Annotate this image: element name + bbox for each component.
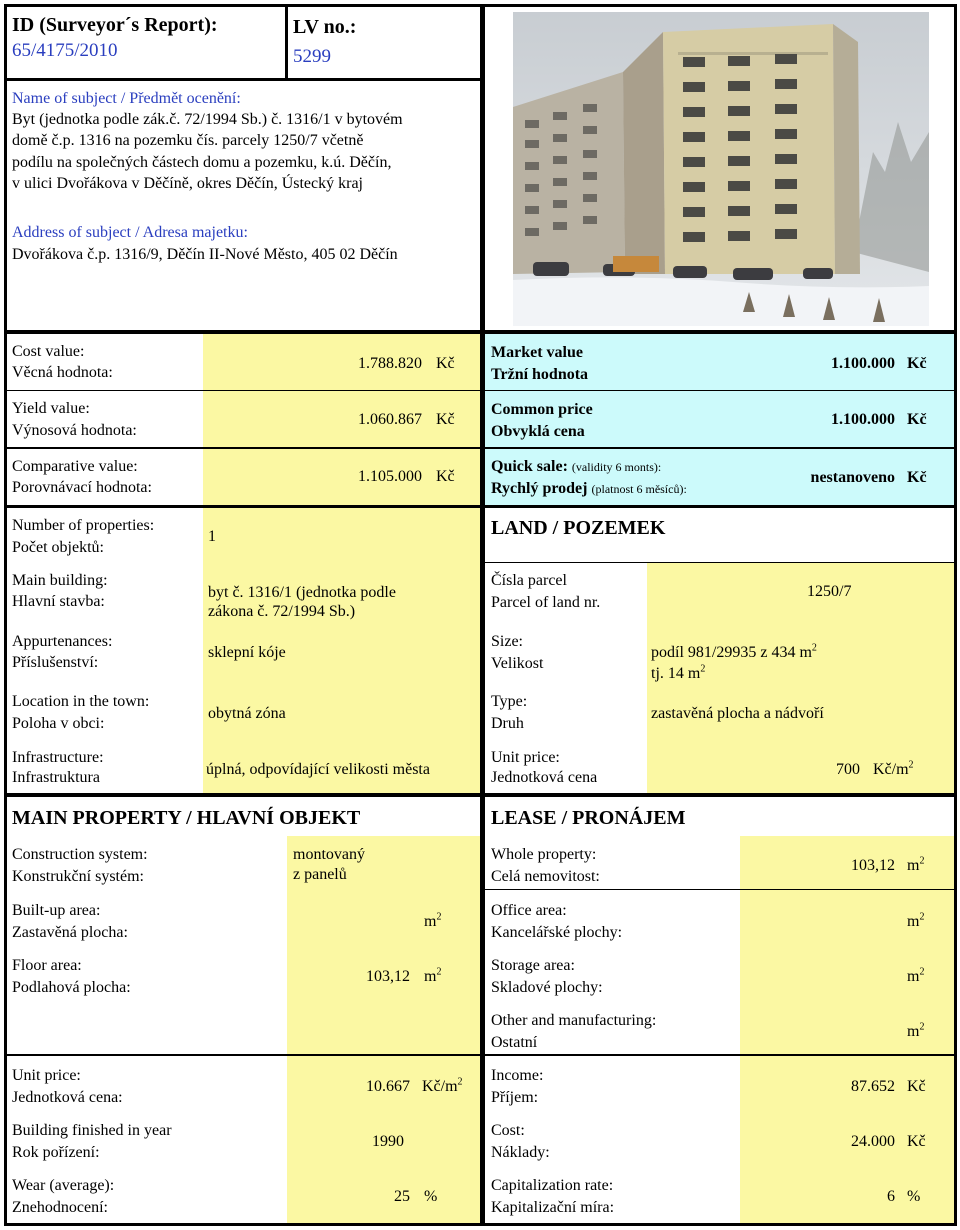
divider-values-end [4,505,956,508]
construction-label: Construction system: [12,846,148,863]
lease-cost-value: 24.000 [851,1133,895,1150]
cap-rate-label-cz: Kapitalizační míra: [491,1199,615,1216]
construction-label-cz: Konstrukční systém: [12,868,144,885]
office-area-label: Office area: [491,902,567,919]
floor-area-value: 103,12 [366,968,410,985]
parcel-value: 1250/7 [807,583,852,600]
floor-area-unit-text: m [424,968,437,985]
divider-values-2 [4,447,956,449]
border-left [4,4,7,1226]
id-value: 65/4175/2010 [12,40,118,61]
lease-cost-label-cz: Náklady: [491,1144,550,1161]
market-value-label: Market value [491,344,583,361]
whole-property-label: Whole property: [491,846,597,863]
appurtenances-value: sklepní kóje [208,644,286,661]
unit-price-unit-text: Kč/m [422,1078,458,1095]
location-label-cz: Poloha v obci: [12,715,105,732]
office-area-unit-text: m [907,913,920,930]
land-unit-price-label: Unit price: [491,749,560,766]
type-value: zastavěná plocha a nádvoří [651,705,824,722]
currency-label: Kč [907,355,927,372]
infrastructure-label-cz: Infrastruktura [12,769,100,786]
size-value: podíl 981/29935 z 434 $m^2$ [651,642,817,661]
quick-sale-label [491,456,661,478]
unit-price-value: 10.667 [366,1078,410,1095]
appurtenances-label: Appurtenances: [12,633,113,650]
floor-area-label-cz: Podlahová plocha: [12,979,131,996]
yield-value-label-cz: Výnosová hodnota: [12,422,137,439]
whole-property-value: 103,12 [851,857,895,874]
subject-address-value: Dvořákova č.p. 1316/9, Děčín II-Nové Město, 405 02 Děčín [12,246,398,263]
year-label: Building finished in year [12,1122,172,1139]
lease-cost-label: Cost: [491,1122,525,1139]
quick-sale-note-cz: (platnost 6 měsíců): [591,482,687,496]
main-object-values-bg [287,836,480,1223]
quick-sale-label-text: Quick sale: [491,458,568,475]
num-properties-label: Number of properties: [12,517,155,534]
built-up-unit: $m^2$ [424,911,442,930]
other-area-label-cz: Ostatní [491,1034,538,1051]
common-price-label: Common price [491,401,593,418]
income-label: Income: [491,1067,544,1084]
subject-address-label: Address of subject / Adresa majetku: [12,224,248,241]
currency-label: Kč [436,411,455,428]
parcel-label: Čísla parcel [491,572,567,589]
unit-price-label-cz: Jednotková cena: [12,1089,123,1106]
floor-area-unit: $m^2$ [424,966,442,985]
divider-lease-1 [485,889,955,890]
storage-area-label-cz: Skladové plochy: [491,979,603,996]
size-label-cz: Velikost [491,655,544,672]
other-area-label: Other and manufacturing: [491,1012,657,1029]
whole-property-label-cz: Celá nemovitost: [491,868,600,885]
location-value: obytná zóna [208,705,286,722]
type-label-cz: Druh [491,715,524,732]
currency-label: Kč [907,1133,926,1150]
main-building-value-2: zákona č. 72/1994 Sb.) [208,603,356,620]
divider-header [4,78,482,81]
divider-values-1 [4,390,956,391]
floor-area-label: Floor area: [12,957,82,974]
wear-value: 25 [394,1188,410,1205]
cost-value: 1.788.820 [358,355,422,372]
num-properties-value: 1 [208,528,216,545]
main-object-title: MAIN PROPERTY / HLAVNÍ OBJEKT [12,807,361,829]
land-unit-price-unit: $Kč/m^2$ [873,759,914,778]
size-label: Size: [491,633,523,650]
divider-top-section [4,330,956,334]
storage-area-unit-text: m [907,968,920,985]
cap-rate-label: Capitalization rate: [491,1177,614,1194]
currency-label: Kč [436,355,455,372]
comp-value-label: Comparative value: [12,458,138,475]
whole-property-unit: $m^2$ [907,855,925,874]
year-label-cz: Rok pořízení: [12,1144,100,1161]
year-value: 1990 [372,1133,404,1150]
cap-rate-unit: % [907,1188,921,1205]
land-title: LAND / POZEMEK [491,517,666,539]
building-photo [513,12,929,326]
lv-label: LV no.: [293,16,357,38]
lease-title: LEASE / PRONÁJEM [491,807,686,829]
subject-name-line: domě č.p. 1316 na pozemku čís. parcely 1250/7 včetně [12,132,364,149]
other-area-unit-text: m [907,1023,920,1040]
quick-sale-note: (validity 6 monts): [571,460,662,474]
subject-name-label: Name of subject / Předmět ocenění: [12,90,241,107]
subject-name-line: Byt (jednotka podle zák.č. 72/1994 Sb.) č. 1316/1 v bytovém [12,111,403,128]
comp-value-label-cz: Porovnávací hodnota: [12,479,152,496]
construction-value: montovaný [293,846,365,863]
main-building-label-cz: Hlavní stavba: [12,593,105,610]
wear-label-cz: Znehodnocení: [12,1199,108,1216]
unit-price-unit: $Kč/m^2$ [422,1076,463,1095]
main-building-label: Main building: [12,572,108,589]
land-unit-price-unit-text: Kč/m [873,761,909,778]
quick-sale-label-cz-text: Rychlý prodej [491,480,588,497]
divider-bottom-block [4,1054,956,1056]
land-unit-price-value: 700 [836,761,860,778]
infrastructure-value: úplná, odpovídající velikosti města [206,761,430,778]
id-label: ID (Surveyor´s Report): [12,14,218,36]
common-price-label-cz: Obvyklá cena [491,423,585,440]
built-up-label-cz: Zastavěná plocha: [12,924,128,941]
yield-value: 1.060.867 [358,411,422,428]
type-label: Type: [491,693,528,710]
comp-value: 1.105.000 [358,468,422,485]
currency-label: Kč [907,1078,926,1095]
subject-name-line: v ulici Dvořákova v Děčíně, okres Děčín, Ústecký kraj [12,175,363,192]
land-unit-price-label-cz: Jednotková cena [491,769,598,786]
currency-label: Kč [436,468,455,485]
market-value: 1.100.000 [831,355,895,372]
cost-value-label: Cost value: [12,343,85,360]
common-price-value: 1.100.000 [831,411,895,428]
yield-value-label: Yield value: [12,400,90,417]
unit-price-label: Unit price: [12,1067,81,1084]
lv-value: 5299 [293,46,331,67]
wear-unit: % [424,1188,438,1205]
office-area-label-cz: Kancelářské plochy: [491,924,623,941]
cap-rate-value: 6 [887,1188,895,1205]
market-value-label-cz: Tržní hodnota [491,366,589,383]
cost-value-label-cz: Věcná hodnota: [12,364,113,381]
location-label: Location in the town: [12,693,150,710]
border-right [954,4,957,1226]
built-up-label: Built-up area: [12,902,101,919]
income-label-cz: Příjem: [491,1089,539,1106]
currency-label: Kč [907,469,927,486]
size-value-2: tj. 14 $m^2$ [651,663,706,682]
built-up-unit-text: m [424,913,437,930]
subject-name-line: podílu na společných částech domu a pozemku, k.ú. Děčín, [12,154,392,171]
other-area-unit: $m^2$ [907,1021,925,1040]
parcel-label-en: Parcel of land nr. [491,594,601,611]
quick-sale-value: nestanoveno [810,469,895,486]
income-value: 87.652 [851,1078,895,1095]
whole-property-unit-text: m [907,857,920,874]
divider-mid-section [4,793,956,797]
appurtenances-label-cz: Příslušenství: [12,654,99,671]
divider-center [480,4,485,1226]
main-building-value: byt č. 1316/1 (jednotka podle [208,584,396,601]
office-area-unit: $m^2$ [907,911,925,930]
size-value-2-text: tj. 14 m [651,665,701,682]
size-value-text: podíl 981/29935 z 434 m [651,644,812,661]
construction-value-2: z panelů [293,866,347,883]
num-properties-label-cz: Počet objektů: [12,539,104,556]
storage-area-unit: $m^2$ [907,966,925,985]
quick-sale-label-cz [491,478,687,500]
divider-land-header [485,562,955,563]
currency-label: Kč [907,411,927,428]
wear-label: Wear (average): [12,1177,115,1194]
divider-id-lv [285,4,288,80]
storage-area-label: Storage area: [491,957,575,974]
infrastructure-label: Infrastructure: [12,749,104,766]
